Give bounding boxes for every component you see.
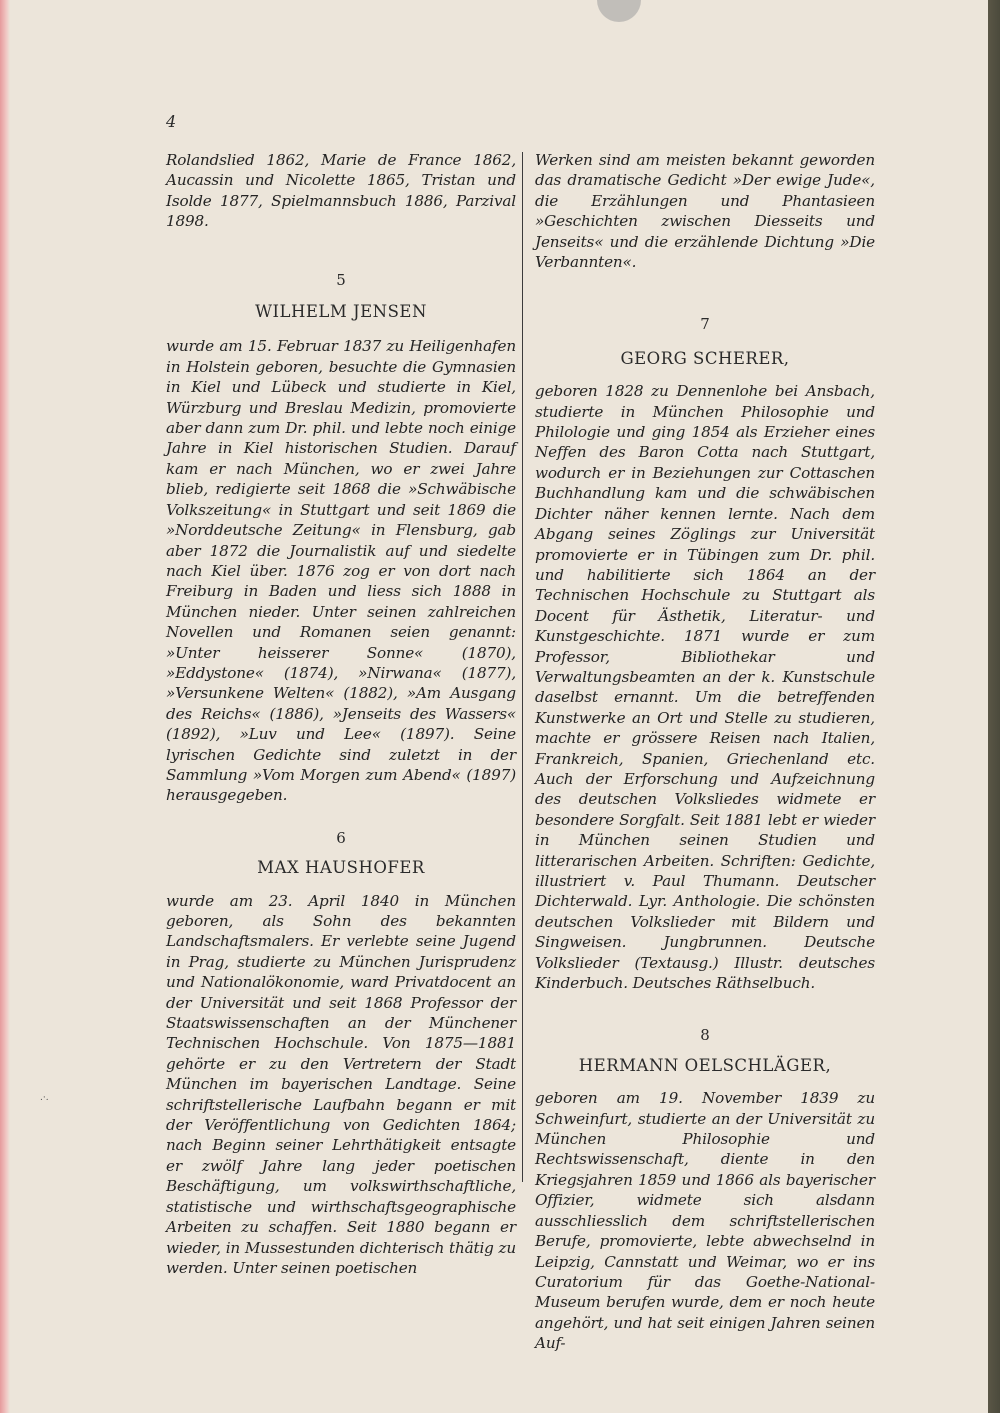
page-edge	[0, 0, 10, 1413]
section-text-haushofer: wurde am 23. April 1840 in München geboren, als Sohn des bekannten Landschaftsmalers. Er verlebte seine Jugend in Prag, studierte zu München Jurisprudenz und Nationalökonomie, ward Privatdocent an der Universität und seit 1868 Professor der Staatswissenschaften an der Münchener Technischen Hochschule. Von 1875—1881 gehörte er zu den Vertretern der Stadt München im bayerischen Landtage. Seine schriftstellerische Laufbahn begann er mit der Veröffentlichung von Gedichten 1864; nach Beginn seiner Lehrthätigkeit entsagte er zwölf Jahre lang jeder poetischen Beschäftigung, um volkswirthschaftliche, statistische und wirthschaftsgeographische Arbeiten zu schaffen. Seit 1880 begann er wieder, in Mussestunden dichterisch thätig zu werden. Unter seinen poetischen	[166, 891, 516, 1277]
section-number-7: 7	[700, 315, 710, 334]
section-number-8: 8	[700, 1026, 710, 1045]
section-text-oelschlaeger: geboren am 19. November 1839 zu Schweinfurt, studierte an der Universität zu München Philosophie und Rechtswissenschaft, diente in den Kriegsjahren 1859 und 1866 als bayerischer Offizier, widmete sich alsdann ausschliesslich dem schriftstellerischen Berufe, promovierte, lebte abwechselnd in Leipzig, Cannstatt und Weimar, wo er ins Curatorium für das Goethe-National-Museum berufen wurde, dem er noch heute angehört, und hat seit einigen Jahren seinen Auf-	[535, 1089, 875, 1353]
left-column	[166, 150, 516, 1278]
section-heading-haushofer: MAX HAUSHOFER	[257, 858, 425, 878]
section-heading-jensen: WILHELM JENSEN	[255, 302, 427, 322]
right-column	[535, 150, 875, 1354]
cover-edge	[988, 0, 1000, 1413]
section-number-5: 5	[336, 270, 346, 289]
section-text-scherer: geboren 1828 zu Dennenlohe bei Ansbach, studierte in München Philosophie und Philologie und ging 1854 als Erzieher eines Neffen des Baron Cotta nach Stuttgart, wodurch er in Beziehungen zur Cottaschen Buchhandlung kam und die schwäbischen Dichter näher kennen lernte. Nach dem Abgang seines Zöglings zur Universität promovierte er in Tübingen zum Dr. phil. und habilitierte sich 1864 an der Technischen Hochschule zu Stuttgart als Docent für Ästhetik, Literatur- und Kunstgeschichte. 1871 wurde er zum Professor, Bibliothekar und Verwaltungsbeamten an der k. Kunstschule daselbst ernannt. Um die betreffenden Kunstwerke an Ort und Stelle zu studieren, machte er grössere Reisen nach Italien, Frankreich, Spanien, Griechenland etc. Auch der Erforschung und Aufzeichnung des deutschen Volksliedes widmete er besondere Sorgfalt. Seit 1881 lebt er wieder in München seinen Studien und litterarischen Arbeiten. Schriften: Gedichte, illustriert v. Paul Thumann. Deutscher Dichterwald. Lyr. Anthologie. Die schönsten deutschen Volkslieder mit Bildern und Singweisen. Jungbrunnen. Deutsche Volkslieder (Textausg.) Illustr. deutsches Kinderbuch. Deutsches Räthselbuch.	[535, 382, 875, 993]
section-heading-scherer: GEORG SCHERER,	[620, 348, 790, 368]
section-heading-oelschlaeger: HERMANN OELSCHLÄGER,	[578, 1055, 832, 1075]
right-intro-paragraph: Werken sind am meisten bekannt geworden das dramatische Gedicht »Der ewige Jude«, die Erzählungen und Phantasieen »Geschichten zwischen Diesseits und Jenseits« und die erzählende Dichtung »Die Verbannten«.	[535, 151, 875, 272]
page-number: 4	[166, 112, 177, 131]
binding-clip	[597, 0, 641, 22]
column-divider	[522, 152, 523, 1182]
left-intro-paragraph: Rolandslied 1862, Marie de France 1862, Aucassin und Nicolette 1865, Tristan und Isolde 1877, Spielmannsbuch 1886, Parzival 1898.	[166, 151, 516, 231]
section-text-jensen: wurde am 15. Februar 1837 zu Heiligenhafen in Holstein geboren, besuchte die Gymnasien in Kiel und Lübeck und studierte in Kiel, Würzburg und Breslau Medizin, promovierte aber dann zum Dr. phil. und lebte noch einige Jahre in Kiel historischen Studien. Darauf kam er nach München, wo er zwei Jahre blieb, redigierte seit 1868 die »Schwäbische Volkszeitung« in Stuttgart und seit 1869 die »Norddeutsche Zeitung« in Flensburg, gab aber 1872 die Journalistik auf und siedelte nach Kiel über. 1876 zog er von dort nach Freiburg in Baden und liess sich 1888 in München nieder. Unter seinen zahlreichen Novellen und Romanen seien genannt: »Unter heisserer Sonne« (1870), »Eddystone« (1874), »Nirwana« (1877), »Versunkene Welten« (1882), »Am Ausgang des Reichs« (1886), »Jenseits des Wassers« (1892), »Luv und Lee« (1897). Seine lyrischen Gedichte sind zuletzt in der Sammlung »Vom Morgen zum Abend« (1897) herausgegeben.	[166, 337, 516, 805]
section-number-6: 6	[336, 828, 346, 847]
paper-speck: .·.	[40, 1093, 49, 1103]
